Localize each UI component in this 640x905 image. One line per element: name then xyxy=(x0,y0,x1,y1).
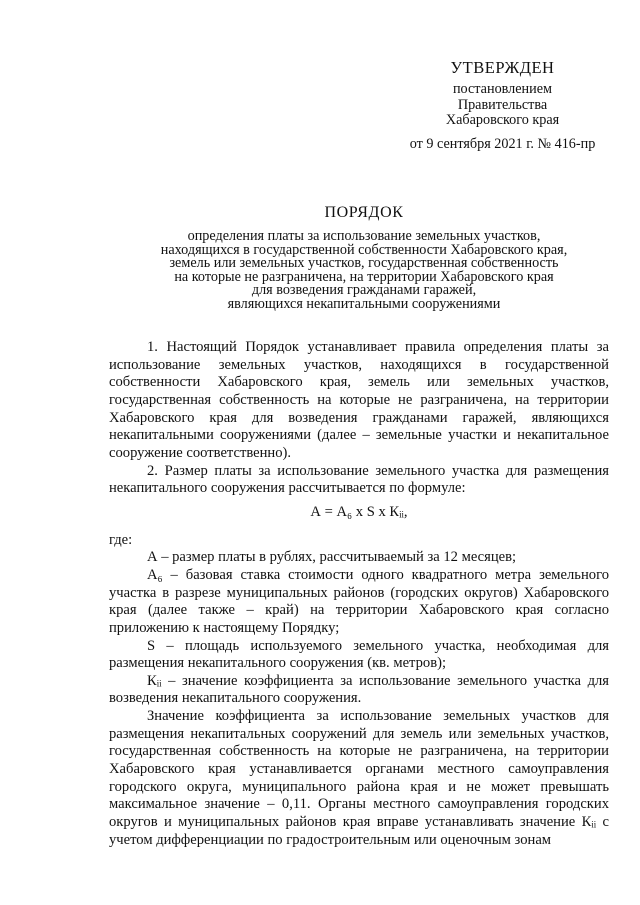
subtitle-line: земель или земельных участков, государственная собственность xyxy=(169,255,559,272)
document-body xyxy=(109,339,609,849)
subtitle-line: для возведения гражданами гаражей, xyxy=(251,282,477,299)
definition-s: S – площадь используемого земельного участка, необходимая для размещения некапитального сооружения (кв. метров); xyxy=(109,637,609,672)
paragraph-3: Значение коэффициента за использование земельных участков для размещения некапитальных сооружений для земель или земельных участков, государственная собственность на которые не разграничена, на территории Хабаровского края устанавливается органами местного самоуправления городского округа, муниципального района края и не может превышать максимальное значение – 0,11. Органы местного самоуправления городских округов и муниципальных районов края вправе устанавливать значение Кᵢᵢ с учетом дифференциации по градостроительным или оценочным зонам xyxy=(109,708,609,848)
definition-k: Кᵢᵢ – значение коэффициента за использование земельного участка для возведения некапитального сооружения. xyxy=(109,672,609,707)
subtitle-line: определения платы за использование земельных участков, xyxy=(187,228,541,244)
approval-stamp: УТВЕРЖДЕН xyxy=(450,58,555,77)
subtitle-line: на которые не разграничена, на территории Хабаровского края xyxy=(174,268,554,285)
document-title: ПОРЯДОК xyxy=(324,204,404,221)
subtitle-line: являющихся некапитальными сооружениями xyxy=(227,295,501,312)
definition-a: А – размер платы в рублях, рассчитываемый за 12 месяцев; xyxy=(147,549,517,566)
definition-ab: А₆ – базовая ставка стоимости одного квадратного метра земельного участка в разрезе муниципальных районов (городских округов) Хабаровского края (далее также – край) на территории Хабаровского края согласно приложению к настоящему Порядку; xyxy=(109,566,609,636)
document-subtitle xyxy=(120,230,608,312)
subtitle-line: находящихся в государственной собственности Хабаровского края, xyxy=(160,241,568,258)
paragraph-2: 2. Размер платы за использование земельного участка для размещения некапитального сооружения рассчитывается по формуле: xyxy=(109,462,609,497)
formula: А = А₆ х S х Кᵢᵢ, xyxy=(310,503,408,520)
approval-line-2: Правительства xyxy=(457,96,548,113)
approval-line-3: Хабаровского края xyxy=(445,112,560,128)
paragraph-1: 1. Настоящий Порядок устанавливает правила определения платы за использование земельных участков, находящихся в государственной собственности Хабаровского края, земель или земельных участков, государственная собственность на которые не разграничена, на территории Хабаровского края для возведения гражданами гаражей, являющихся некапитальными сооружениями (далее – земельные участки и некапитальное сооружение соответственно). xyxy=(109,339,609,461)
where-label: где: xyxy=(109,531,133,548)
approval-date: от 9 сентября 2021 г. № 416-пр xyxy=(409,135,596,152)
approval-block xyxy=(395,58,610,153)
approval-line-1: постановлением xyxy=(452,81,553,97)
